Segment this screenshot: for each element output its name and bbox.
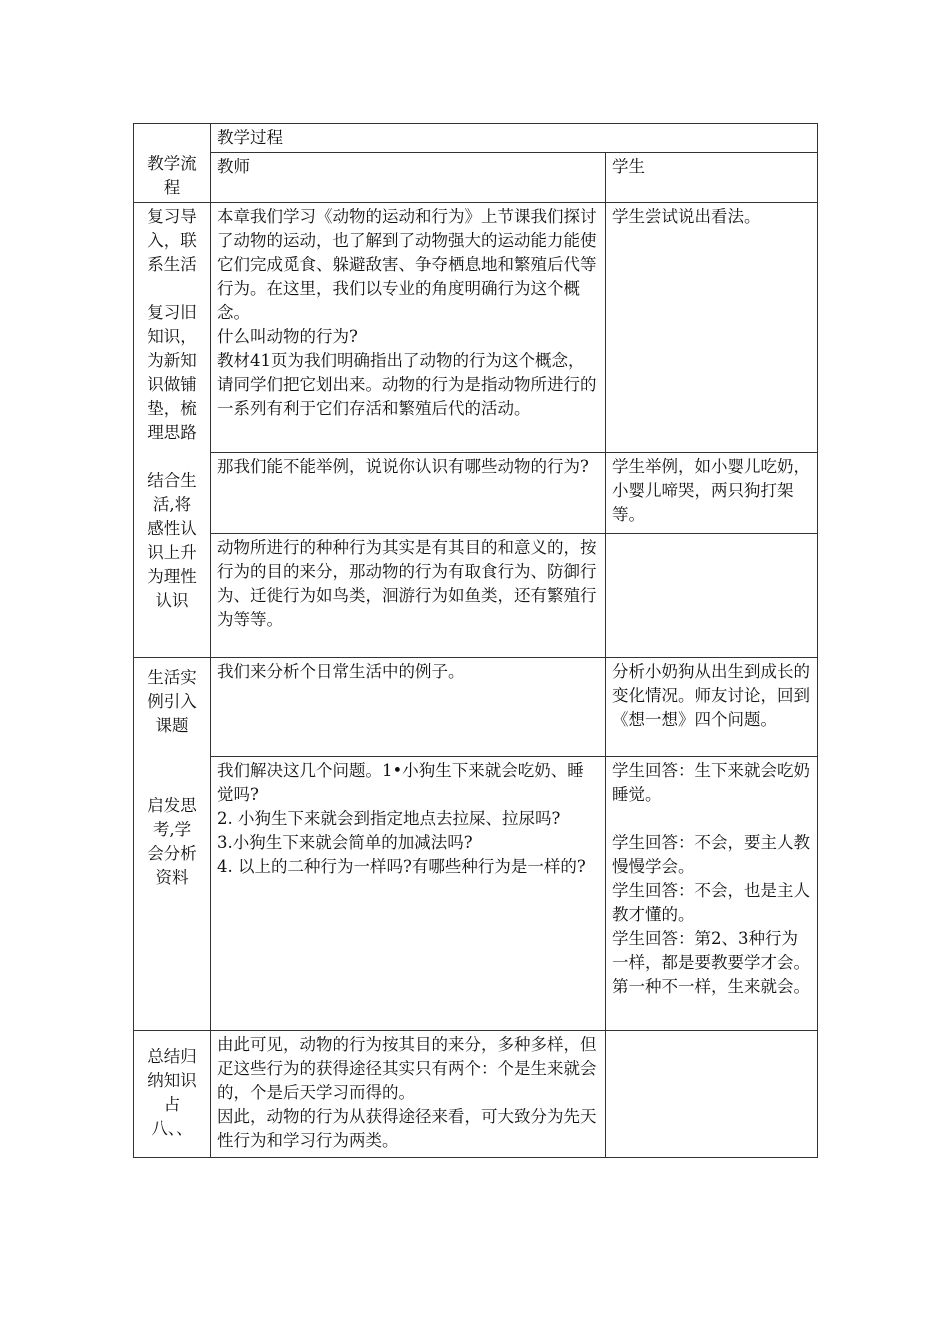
student-text: 学生尝试说出看法。 <box>612 207 761 226</box>
teacher-text: 我们解决这几个问题。1•小狗生下来就会吃奶、睡觉吗? 2. 小狗生下来就会到指定地点去拉屎、拉尿吗? 3.小狗生下来就会简单的加减法吗? 4. 以上的二种行为一样吗?有哪些种行为是一样的? <box>217 761 586 876</box>
flow-review-old: 复习旧 知识， 为新知 识做铺 垫，梳 理思路 <box>147 303 197 442</box>
header-teacher-label: 教师 <box>217 157 250 176</box>
teacher-text: 由此可见，动物的行为按其目的来分，多种多样，但疋这些行为的获得途径其实只有两个：个是生来就会的，个是后天学习而得的。 因此，动物的行为从获得途径来看，可大致分为先天性行为和学习行为两类。 <box>217 1035 597 1150</box>
flow-inspire: 启发思 考,学 会分析 资料 <box>147 796 197 887</box>
table-row <box>134 757 818 1031</box>
flow-combine: 结合生 活,将 感性认 识上升 为理性 认识 <box>147 471 197 610</box>
student-cell <box>606 453 818 534</box>
teacher-cell <box>211 658 606 757</box>
header-flow-cell <box>134 124 211 203</box>
flow-cell-summary <box>134 1031 211 1158</box>
header-student-label: 学生 <box>612 157 645 176</box>
teacher-text: 那我们能不能举例，说说你认识有哪些动物的行为? <box>217 457 589 476</box>
student-answer-4: 学生回答：第2、3种行为一样，都是要教要学才会。第一种不一样，生来就会。 <box>612 929 810 996</box>
student-cell <box>606 534 818 658</box>
student-cell <box>606 1031 818 1158</box>
teacher-cell <box>211 534 606 658</box>
student-text: 学生举例，如小婴儿吃奶，小婴儿啼哭，两只狗打架等。 <box>612 457 810 524</box>
table-row <box>134 534 818 658</box>
student-cell <box>606 658 818 757</box>
header-row-process <box>134 124 818 153</box>
lesson-plan-table <box>133 123 818 1158</box>
table-row <box>134 1031 818 1158</box>
teacher-cell <box>211 203 606 453</box>
table-row <box>134 453 818 534</box>
student-answer-1: 学生回答：生下来就会吃奶睡觉。 <box>612 761 810 804</box>
flow-cell-review <box>134 203 211 658</box>
student-cell <box>606 203 818 453</box>
table-row <box>134 658 818 757</box>
header-process-label: 教学过程 <box>217 128 283 147</box>
teacher-cell <box>211 757 606 1031</box>
header-flow-label: 教学流 程 <box>147 154 197 197</box>
student-answer-2: 学生回答：不会，要主人教慢慢学会。 <box>612 833 810 876</box>
teacher-text: 动物所进行的种种行为其实是有其目的和意义的，按行为的目的来分，那动物的行为有取食行为、防御行为、迁徙行为如鸟类，洄游行为如鱼类，还有繁殖行为等等。 <box>217 538 597 629</box>
teacher-text: 我们来分析个日常生活中的例子。 <box>217 662 465 681</box>
teacher-cell <box>211 1031 606 1158</box>
student-answer-3: 学生回答：不会，也是主人教才懂的。 <box>612 881 810 924</box>
flow-summary: 总结归 纳知识 占 八、、 <box>147 1047 197 1138</box>
student-cell <box>606 757 818 1031</box>
flow-life-example: 生活实 例引入 课题 <box>147 668 197 735</box>
teacher-cell <box>211 453 606 534</box>
header-process-cell <box>211 124 818 153</box>
header-student-cell <box>606 153 818 203</box>
flow-review: 复习导 入，联 系生活 <box>147 207 197 274</box>
student-text: 分析小奶狗从出生到成长的变化情况。师友讨论，回到《想一想》四个问题。 <box>612 662 810 729</box>
teacher-text: 本章我们学习《动物的运动和行为》上节课我们探讨了动物的运动，也了解到了动物强大的运动能力能使它们完成觅食、躲避敌害、争夺栖息地和繁殖后代等行为。在这里，我们以专业的角度明确行为这个概念。 什么叫动物的行为? 教材41页为我们明确指出了动物的行为这个概念，请同学们把它划出来。动物的行为是指动物所进行的一系列有利于它们存活和繁殖后代的活动。 <box>217 207 597 418</box>
header-teacher-cell <box>211 153 606 203</box>
header-row-roles <box>134 153 818 203</box>
flow-cell-life <box>134 658 211 1031</box>
table-row <box>134 203 818 453</box>
